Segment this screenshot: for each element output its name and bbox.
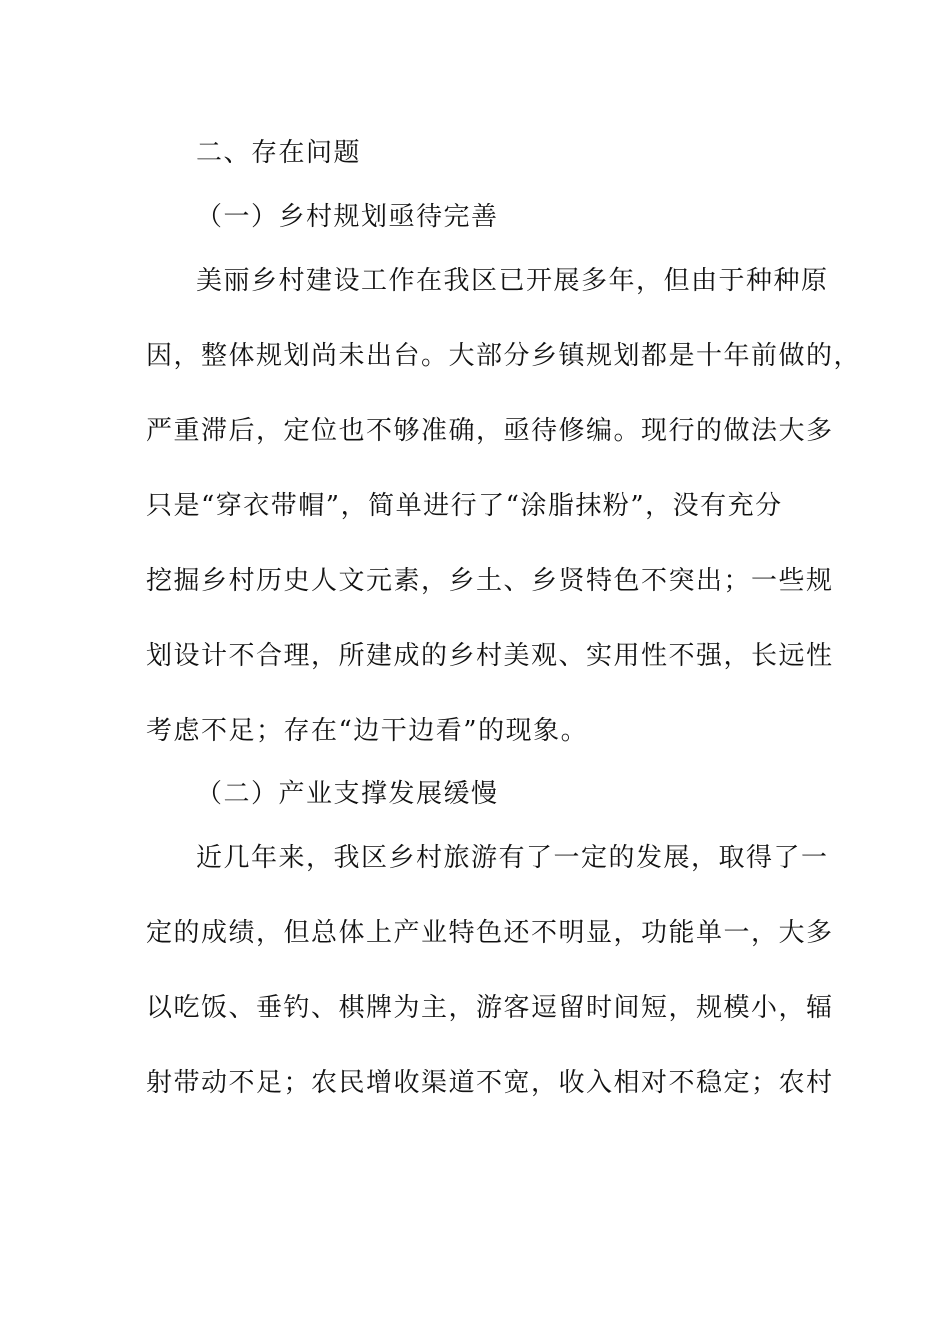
paragraph-line: 因，整体规划尚未出台。大部分乡镇规划都是十年前做的， [146, 341, 862, 371]
subsection-heading-2: （二）产业支撑发展缓慢 [196, 779, 499, 809]
paragraph-line: 美丽乡村建设工作在我区已开展多年，但由于种种原 [196, 266, 829, 296]
paragraph-line: 射带动不足；农民增收渠道不宽，收入相对不稳定；农村 [146, 1068, 834, 1098]
paragraph-line: 只是“穿衣带帽”，简单进行了“涂脂抹粉”，没有充分 [146, 491, 783, 521]
paragraph-line: 挖掘乡村历史人文元素，乡土、乡贤特色不突出；一些规 [146, 566, 834, 596]
paragraph-line: 近几年来，我区乡村旅游有了一定的发展，取得了一 [196, 843, 829, 873]
subsection-heading-1: （一）乡村规划亟待完善 [196, 202, 499, 232]
paragraph-line: 考虑不足；存在“边干边看”的现象。 [146, 716, 589, 746]
section-heading: 二、存在问题 [196, 138, 362, 168]
paragraph-line: 定的成绩，但总体上产业特色还不明显，功能单一，大多 [146, 918, 834, 948]
paragraph-line: 严重滞后，定位也不够准确，亟待修编。现行的做法大多 [146, 416, 834, 446]
paragraph-line: 以吃饭、垂钓、棋牌为主，游客逗留时间短，规模小，辐 [146, 993, 834, 1023]
paragraph-line: 划设计不合理，所建成的乡村美观、实用性不强，长远性 [146, 641, 834, 671]
